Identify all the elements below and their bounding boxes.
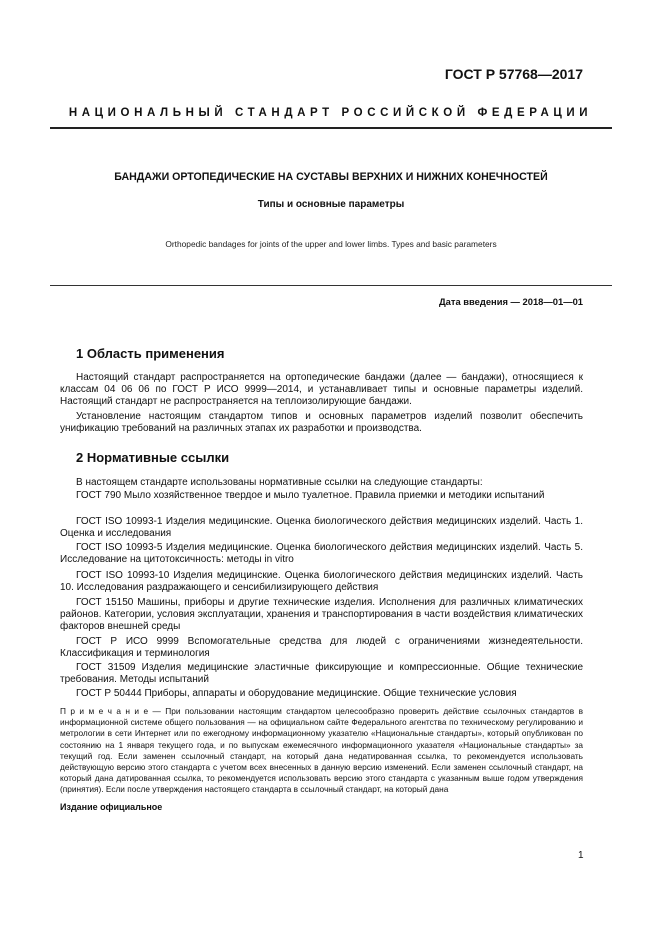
references-note: П р и м е ч а н и е — При пользовании настоящим стандартом целесообразно проверить действие ссылочных стандартов в информационной системе общего пользования — на официальном сайте Федерального агентства по техническому регулированию и метрологии в сети Интернет или по ежегодному информационному указателю «Национальные стандарты», который опубликован по состоянию на 1 января текущего года, и по выпускам ежемесячного информационного указателя «Национальные стандарты» за текущий год. Если заменен ссылочный стандарт, на который дана недатированная ссылка, то рекомендуется использовать действующую версию этого стандарта с учетом всех внесенных в данную версию изменений. Если заменен ссылочный стандарт, на который дана датированная ссылка, то рекомендуется использовать версию этого стандарта с указанным выше годом утверждения (принятия). Если после утверждения настоящего стандарта в ссылочный стандарт, на который дана: [60, 706, 583, 795]
document-number: ГОСТ Р 57768—2017: [444, 66, 583, 82]
title-rule: [50, 285, 612, 286]
official-edition-label: Издание официальное: [60, 802, 163, 812]
section-2-intro: В настоящем стандарте использованы нормативные ссылки на следующие стандарты:: [76, 477, 483, 488]
document-subtitle: Типы и основные параметры: [257, 199, 405, 210]
document-title: БАНДАЖИ ОРТОПЕДИЧЕСКИЕ НА СУСТАВЫ ВЕРХНИХ И НИЖНИХ КОНЕЧНОСТЕЙ: [114, 171, 548, 183]
reference-gost-790: ГОСТ 790 Мыло хозяйственное твердое и мыло туалетное. Правила приемки и методики испытаний: [76, 490, 545, 501]
section-1-paragraph-2: Установление настоящим стандартом типов и основных параметров изделий позволит обеспечить унификацию требований на различных этапах их разработки и производства.: [60, 411, 583, 435]
section-1-paragraph-1: Настоящий стандарт распространяется на ортопедические бандажи (далее — бандажи), относящиеся к классам 04 06 06 по ГОСТ Р ИСО 9999—2014, и устанавливает типы и основные параметры изделий. Настоящий стандарт не распространяется на теплоизолирующие бандажи.: [60, 372, 583, 408]
introduction-date: Дата введения — 2018—01—01: [438, 296, 583, 307]
page-number: 1: [578, 850, 584, 861]
reference-gost-50444: ГОСТ Р 50444 Приборы, аппараты и оборудование медицинские. Общие технические условия: [76, 688, 517, 699]
reference-gost-31509: ГОСТ 31509 Изделия медицинские эластичные фиксирующие и компрессионные. Общие технические требования. Методы испытаний: [60, 662, 583, 686]
section-2-heading: 2 Нормативные ссылки: [76, 450, 230, 465]
reference-iso-9999: ГОСТ Р ИСО 9999 Вспомогательные средства для людей с ограничениями жизнедеятельности. Классификация и терминология: [60, 636, 583, 660]
national-standard-banner: НАЦИОНАЛЬНЫЙ СТАНДАРТ РОССИЙСКОЙ ФЕДЕРАЦИИ: [68, 107, 593, 119]
reference-iso-10993-1: ГОСТ ISO 10993-1 Изделия медицинские. Оценка биологического действия медицинских изделий. Часть 1. Оценка и исследования: [60, 516, 583, 540]
header-rule: [50, 127, 612, 129]
reference-iso-10993-10: ГОСТ ISO 10993-10 Изделия медицинские. Оценка биологического действия медицинских изделий. Часть 10. Исследования раздражающего и сенсибилизирующего действия: [60, 570, 583, 594]
reference-gost-15150: ГОСТ 15150 Машины, приборы и другие технические изделия. Исполнения для различных климатических районов. Категории, условия эксплуатации, хранения и транспортирования в части воздействия климатических факторов внешней среды: [60, 597, 583, 633]
section-1-heading: 1 Область применения: [76, 346, 225, 361]
english-title: Orthopedic bandages for joints of the upper and lower limbs. Types and basic parameters: [165, 239, 497, 249]
reference-iso-10993-5: ГОСТ ISO 10993-5 Изделия медицинские. Оценка биологического действия медицинских изделий. Часть 5. Исследование на цитотоксичность: методы in vitro: [60, 542, 583, 566]
